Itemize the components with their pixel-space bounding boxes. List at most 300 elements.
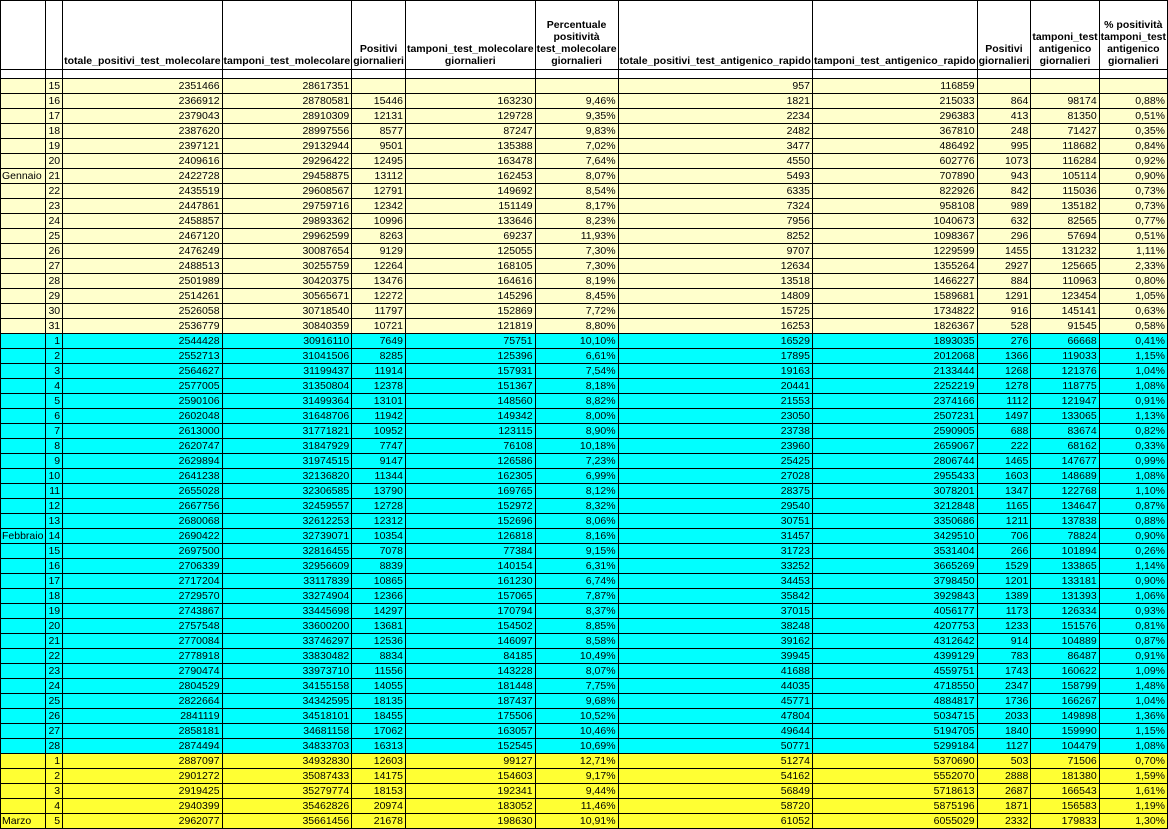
value-cell[interactable]: 2536779 [63, 319, 222, 334]
value-cell[interactable]: 2252219 [812, 379, 977, 394]
day-cell[interactable]: 5 [46, 814, 63, 829]
value-cell[interactable]: 28617351 [222, 79, 352, 94]
value-cell[interactable]: 10,49% [535, 649, 618, 664]
value-cell[interactable]: 7,23% [535, 454, 618, 469]
day-cell[interactable]: 9 [46, 454, 63, 469]
table-cell[interactable] [222, 70, 352, 79]
value-cell[interactable]: 143228 [405, 664, 535, 679]
value-cell[interactable]: 3212848 [812, 499, 977, 514]
value-cell[interactable]: 3531404 [812, 544, 977, 559]
value-cell[interactable]: 486492 [812, 139, 977, 154]
value-cell[interactable]: 5552070 [812, 769, 977, 784]
value-cell[interactable]: 0,35% [1099, 124, 1167, 139]
value-cell[interactable]: 116859 [812, 79, 977, 94]
value-cell[interactable]: 157931 [405, 364, 535, 379]
value-cell[interactable]: 28910309 [222, 109, 352, 124]
value-cell[interactable]: 162305 [405, 469, 535, 484]
value-cell[interactable]: 0,87% [1099, 499, 1167, 514]
value-cell[interactable]: 1529 [977, 559, 1031, 574]
value-cell[interactable]: 8834 [352, 649, 406, 664]
header-cell-percentuale-positivita-antigenico[interactable]: % positività tamponi_test antigenico giornalieri [1099, 1, 1167, 70]
value-cell[interactable]: 8,12% [535, 484, 618, 499]
day-cell[interactable]: 17 [46, 574, 63, 589]
value-cell[interactable]: 30840359 [222, 319, 352, 334]
value-cell[interactable]: 2507231 [812, 409, 977, 424]
day-cell[interactable]: 21 [46, 634, 63, 649]
value-cell[interactable]: 1,13% [1099, 409, 1167, 424]
value-cell[interactable]: 3665269 [812, 559, 977, 574]
day-cell[interactable]: 26 [46, 244, 63, 259]
value-cell[interactable]: 0,33% [1099, 439, 1167, 454]
value-cell[interactable]: 248 [977, 124, 1031, 139]
value-cell[interactable]: 1840 [977, 724, 1031, 739]
value-cell[interactable]: 15725 [618, 304, 812, 319]
day-cell[interactable]: 23 [46, 664, 63, 679]
value-cell[interactable]: 0,93% [1099, 604, 1167, 619]
value-cell[interactable]: 33252 [618, 559, 812, 574]
value-cell[interactable]: 35842 [618, 589, 812, 604]
value-cell[interactable]: 31041506 [222, 349, 352, 364]
value-cell[interactable]: 2667756 [63, 499, 222, 514]
value-cell[interactable]: 29540 [618, 499, 812, 514]
value-cell[interactable]: 222 [977, 439, 1031, 454]
value-cell[interactable]: 28997556 [222, 124, 352, 139]
value-cell[interactable]: 29132944 [222, 139, 352, 154]
value-cell[interactable]: 41688 [618, 664, 812, 679]
value-cell[interactable]: 179833 [1031, 814, 1099, 829]
value-cell[interactable]: 156583 [1031, 799, 1099, 814]
value-cell[interactable]: 1165 [977, 499, 1031, 514]
value-cell[interactable]: 1073 [977, 154, 1031, 169]
value-cell[interactable]: 3929843 [812, 589, 977, 604]
value-cell[interactable]: 30751 [618, 514, 812, 529]
value-cell[interactable]: 23738 [618, 424, 812, 439]
value-cell[interactable]: 215033 [812, 94, 977, 109]
value-cell[interactable]: 0,99% [1099, 454, 1167, 469]
value-cell[interactable]: 8,23% [535, 214, 618, 229]
month-cell[interactable]: Gennaio [1, 169, 46, 184]
value-cell[interactable]: 0,51% [1099, 229, 1167, 244]
month-cell[interactable] [1, 724, 46, 739]
month-cell[interactable] [1, 784, 46, 799]
value-cell[interactable]: 33600200 [222, 619, 352, 634]
value-cell[interactable]: 11914 [352, 364, 406, 379]
value-cell[interactable]: 2659067 [812, 439, 977, 454]
value-cell[interactable]: 2940399 [63, 799, 222, 814]
value-cell[interactable]: 1,61% [1099, 784, 1167, 799]
value-cell[interactable]: 2778918 [63, 649, 222, 664]
value-cell[interactable]: 133646 [405, 214, 535, 229]
value-cell[interactable]: 8,16% [535, 529, 618, 544]
value-cell[interactable]: 151367 [405, 379, 535, 394]
value-cell[interactable]: 25425 [618, 454, 812, 469]
value-cell[interactable]: 169765 [405, 484, 535, 499]
value-cell[interactable]: 12366 [352, 589, 406, 604]
month-cell[interactable] [1, 184, 46, 199]
value-cell[interactable]: 0,92% [1099, 154, 1167, 169]
day-cell[interactable]: 31 [46, 319, 63, 334]
value-cell[interactable]: 0,90% [1099, 169, 1167, 184]
value-cell[interactable]: 118775 [1031, 379, 1099, 394]
value-cell[interactable]: 98174 [1031, 94, 1099, 109]
month-cell[interactable] [1, 469, 46, 484]
value-cell[interactable]: 2012068 [812, 349, 977, 364]
value-cell[interactable]: 16529 [618, 334, 812, 349]
value-cell[interactable]: 2379043 [63, 109, 222, 124]
value-cell[interactable]: 21553 [618, 394, 812, 409]
value-cell[interactable]: 99127 [405, 754, 535, 769]
day-cell[interactable]: 1 [46, 334, 63, 349]
value-cell[interactable]: 0,80% [1099, 274, 1167, 289]
value-cell[interactable]: 8,18% [535, 379, 618, 394]
value-cell[interactable]: 12264 [352, 259, 406, 274]
value-cell[interactable]: 2387620 [63, 124, 222, 139]
value-cell[interactable]: 0,88% [1099, 514, 1167, 529]
value-cell[interactable]: 10996 [352, 214, 406, 229]
value-cell[interactable]: 34518101 [222, 709, 352, 724]
month-cell[interactable] [1, 514, 46, 529]
value-cell[interactable]: 0,84% [1099, 139, 1167, 154]
month-cell[interactable] [1, 229, 46, 244]
value-cell[interactable]: 2887097 [63, 754, 222, 769]
value-cell[interactable]: 8,45% [535, 289, 618, 304]
value-cell[interactable]: 34932830 [222, 754, 352, 769]
value-cell[interactable]: 39162 [618, 634, 812, 649]
value-cell[interactable]: 18153 [352, 784, 406, 799]
value-cell[interactable]: 50771 [618, 739, 812, 754]
month-cell[interactable]: Marzo [1, 814, 46, 829]
value-cell[interactable]: 7,64% [535, 154, 618, 169]
value-cell[interactable]: 12634 [618, 259, 812, 274]
value-cell[interactable]: 1465 [977, 454, 1031, 469]
value-cell[interactable]: 0,26% [1099, 544, 1167, 559]
header-cell-tamponi-antigenico[interactable]: tamponi_test_antigenico_rapido [812, 1, 977, 70]
header-cell-percentuale-positivita-molecolare[interactable]: Percentuale positività test_molecolare giornalieri [535, 1, 618, 70]
value-cell[interactable]: 2552713 [63, 349, 222, 364]
month-cell[interactable] [1, 499, 46, 514]
value-cell[interactable]: 1,15% [1099, 724, 1167, 739]
value-cell[interactable]: 104479 [1031, 739, 1099, 754]
value-cell[interactable]: 1736 [977, 694, 1031, 709]
value-cell[interactable]: 14175 [352, 769, 406, 784]
value-cell[interactable]: 2590905 [812, 424, 977, 439]
value-cell[interactable]: 9,35% [535, 109, 618, 124]
value-cell[interactable]: 266 [977, 544, 1031, 559]
value-cell[interactable]: 12312 [352, 514, 406, 529]
value-cell[interactable]: 7,02% [535, 139, 618, 154]
value-cell[interactable]: 943 [977, 169, 1031, 184]
value-cell[interactable]: 367810 [812, 124, 977, 139]
value-cell[interactable]: 35279774 [222, 784, 352, 799]
header-cell-positivi-giornalieri-antigenico[interactable]: Positivi giornalieri [977, 1, 1031, 70]
table-cell[interactable] [812, 70, 977, 79]
value-cell[interactable]: 8,85% [535, 619, 618, 634]
value-cell[interactable]: 7,54% [535, 364, 618, 379]
value-cell[interactable]: 8,17% [535, 199, 618, 214]
value-cell[interactable]: 12,71% [535, 754, 618, 769]
value-cell[interactable]: 23960 [618, 439, 812, 454]
value-cell[interactable]: 1233 [977, 619, 1031, 634]
value-cell[interactable]: 175506 [405, 709, 535, 724]
value-cell[interactable]: 145296 [405, 289, 535, 304]
value-cell[interactable]: 12728 [352, 499, 406, 514]
value-cell[interactable]: 1,09% [1099, 664, 1167, 679]
value-cell[interactable]: 916 [977, 304, 1031, 319]
value-cell[interactable]: 822926 [812, 184, 977, 199]
value-cell[interactable]: 19163 [618, 364, 812, 379]
value-cell[interactable]: 76108 [405, 439, 535, 454]
value-cell[interactable]: 602776 [812, 154, 977, 169]
value-cell[interactable]: 35661456 [222, 814, 352, 829]
value-cell[interactable]: 151149 [405, 199, 535, 214]
value-cell[interactable]: 2133444 [812, 364, 977, 379]
day-cell[interactable]: 20 [46, 619, 63, 634]
value-cell[interactable]: 2332 [977, 814, 1031, 829]
value-cell[interactable]: 3078201 [812, 484, 977, 499]
value-cell[interactable]: 6,31% [535, 559, 618, 574]
value-cell[interactable]: 68162 [1031, 439, 1099, 454]
value-cell[interactable]: 37015 [618, 604, 812, 619]
value-cell[interactable]: 9129 [352, 244, 406, 259]
value-cell[interactable]: 29759716 [222, 199, 352, 214]
value-cell[interactable]: 1743 [977, 664, 1031, 679]
value-cell[interactable]: 7078 [352, 544, 406, 559]
value-cell[interactable]: 2717204 [63, 574, 222, 589]
value-cell[interactable]: 31199437 [222, 364, 352, 379]
value-cell[interactable]: 2729570 [63, 589, 222, 604]
value-cell[interactable]: 29893362 [222, 214, 352, 229]
value-cell[interactable]: 2422728 [63, 169, 222, 184]
value-cell[interactable]: 1278 [977, 379, 1031, 394]
value-cell[interactable]: 6,61% [535, 349, 618, 364]
day-cell[interactable]: 10 [46, 469, 63, 484]
value-cell[interactable]: 133865 [1031, 559, 1099, 574]
value-cell[interactable]: 707890 [812, 169, 977, 184]
value-cell[interactable]: 17895 [618, 349, 812, 364]
value-cell[interactable]: 14297 [352, 604, 406, 619]
value-cell[interactable]: 2458857 [63, 214, 222, 229]
value-cell[interactable]: 131393 [1031, 589, 1099, 604]
value-cell[interactable]: 31350804 [222, 379, 352, 394]
value-cell[interactable] [535, 79, 618, 94]
value-cell[interactable]: 2447861 [63, 199, 222, 214]
day-cell[interactable]: 19 [46, 139, 63, 154]
day-cell[interactable]: 4 [46, 379, 63, 394]
month-cell[interactable] [1, 424, 46, 439]
value-cell[interactable]: 30718540 [222, 304, 352, 319]
value-cell[interactable]: 2544428 [63, 334, 222, 349]
day-cell[interactable]: 2 [46, 769, 63, 784]
day-cell[interactable]: 26 [46, 709, 63, 724]
day-cell[interactable]: 8 [46, 439, 63, 454]
value-cell[interactable]: 30255759 [222, 259, 352, 274]
month-cell[interactable] [1, 664, 46, 679]
value-cell[interactable]: 9,46% [535, 94, 618, 109]
value-cell[interactable]: 57694 [1031, 229, 1099, 244]
value-cell[interactable]: 8,90% [535, 424, 618, 439]
value-cell[interactable]: 152545 [405, 739, 535, 754]
value-cell[interactable] [1099, 79, 1167, 94]
value-cell[interactable]: 2526058 [63, 304, 222, 319]
value-cell[interactable]: 1,11% [1099, 244, 1167, 259]
value-cell[interactable]: 119033 [1031, 349, 1099, 364]
day-cell[interactable]: 7 [46, 424, 63, 439]
month-cell[interactable] [1, 589, 46, 604]
value-cell[interactable]: 1098367 [812, 229, 977, 244]
day-cell[interactable]: 17 [46, 109, 63, 124]
value-cell[interactable]: 2790474 [63, 664, 222, 679]
value-cell[interactable]: 1821 [618, 94, 812, 109]
value-cell[interactable]: 23050 [618, 409, 812, 424]
value-cell[interactable]: 28375 [618, 484, 812, 499]
value-cell[interactable]: 2347 [977, 679, 1031, 694]
value-cell[interactable]: 31974515 [222, 454, 352, 469]
value-cell[interactable]: 5194705 [812, 724, 977, 739]
value-cell[interactable]: 6,99% [535, 469, 618, 484]
value-cell[interactable]: 1,36% [1099, 709, 1167, 724]
value-cell[interactable]: 18135 [352, 694, 406, 709]
value-cell[interactable]: 123454 [1031, 289, 1099, 304]
value-cell[interactable]: 8,19% [535, 274, 618, 289]
value-cell[interactable]: 12378 [352, 379, 406, 394]
value-cell[interactable]: 1,06% [1099, 589, 1167, 604]
value-cell[interactable]: 12342 [352, 199, 406, 214]
value-cell[interactable]: 9,68% [535, 694, 618, 709]
month-cell[interactable] [1, 619, 46, 634]
month-cell[interactable] [1, 574, 46, 589]
value-cell[interactable]: 2697500 [63, 544, 222, 559]
day-cell[interactable]: 22 [46, 649, 63, 664]
value-cell[interactable] [405, 79, 535, 94]
day-cell[interactable]: 15 [46, 544, 63, 559]
value-cell[interactable]: 162453 [405, 169, 535, 184]
value-cell[interactable]: 166267 [1031, 694, 1099, 709]
value-cell[interactable]: 0,77% [1099, 214, 1167, 229]
value-cell[interactable]: 12603 [352, 754, 406, 769]
value-cell[interactable]: 77384 [405, 544, 535, 559]
value-cell[interactable]: 2514261 [63, 289, 222, 304]
value-cell[interactable]: 2743867 [63, 604, 222, 619]
day-cell[interactable]: 14 [46, 529, 63, 544]
month-cell[interactable] [1, 739, 46, 754]
value-cell[interactable]: 11,93% [535, 229, 618, 244]
value-cell[interactable]: 154502 [405, 619, 535, 634]
month-cell[interactable] [1, 544, 46, 559]
day-cell[interactable]: 19 [46, 604, 63, 619]
value-cell[interactable]: 31648706 [222, 409, 352, 424]
day-cell[interactable]: 16 [46, 94, 63, 109]
month-cell[interactable] [1, 439, 46, 454]
value-cell[interactable]: 181380 [1031, 769, 1099, 784]
table-cell[interactable] [1, 70, 46, 79]
value-cell[interactable]: 15446 [352, 94, 406, 109]
value-cell[interactable]: 0,88% [1099, 94, 1167, 109]
header-cell-tamponi-molecolare[interactable]: tamponi_test_molecolare [222, 1, 352, 70]
value-cell[interactable]: 914 [977, 634, 1031, 649]
month-cell[interactable] [1, 214, 46, 229]
value-cell[interactable]: 31457 [618, 529, 812, 544]
value-cell[interactable]: 2501989 [63, 274, 222, 289]
value-cell[interactable]: 10865 [352, 574, 406, 589]
value-cell[interactable] [1031, 79, 1099, 94]
day-cell[interactable]: 4 [46, 799, 63, 814]
day-cell[interactable]: 16 [46, 559, 63, 574]
value-cell[interactable]: 78824 [1031, 529, 1099, 544]
value-cell[interactable]: 1229599 [812, 244, 977, 259]
value-cell[interactable]: 30565671 [222, 289, 352, 304]
value-cell[interactable]: 2901272 [63, 769, 222, 784]
value-cell[interactable]: 1,08% [1099, 739, 1167, 754]
value-cell[interactable]: 121376 [1031, 364, 1099, 379]
day-cell[interactable]: 30 [46, 304, 63, 319]
value-cell[interactable]: 159990 [1031, 724, 1099, 739]
value-cell[interactable]: 121947 [1031, 394, 1099, 409]
value-cell[interactable]: 1,14% [1099, 559, 1167, 574]
value-cell[interactable]: 3350686 [812, 514, 977, 529]
day-cell[interactable]: 29 [46, 289, 63, 304]
value-cell[interactable]: 12272 [352, 289, 406, 304]
month-cell[interactable] [1, 94, 46, 109]
value-cell[interactable]: 0,87% [1099, 634, 1167, 649]
value-cell[interactable]: 1112 [977, 394, 1031, 409]
value-cell[interactable]: 2488513 [63, 259, 222, 274]
month-cell[interactable] [1, 694, 46, 709]
value-cell[interactable]: 8,07% [535, 169, 618, 184]
value-cell[interactable]: 163230 [405, 94, 535, 109]
value-cell[interactable]: 146097 [405, 634, 535, 649]
value-cell[interactable]: 0,81% [1099, 619, 1167, 634]
value-cell[interactable]: 2919425 [63, 784, 222, 799]
value-cell[interactable]: 3798450 [812, 574, 977, 589]
value-cell[interactable]: 11344 [352, 469, 406, 484]
value-cell[interactable]: 145141 [1031, 304, 1099, 319]
value-cell[interactable]: 147677 [1031, 454, 1099, 469]
value-cell[interactable]: 8839 [352, 559, 406, 574]
value-cell[interactable]: 118682 [1031, 139, 1099, 154]
month-cell[interactable] [1, 679, 46, 694]
value-cell[interactable]: 69237 [405, 229, 535, 244]
value-cell[interactable]: 12495 [352, 154, 406, 169]
value-cell[interactable]: 1497 [977, 409, 1031, 424]
value-cell[interactable]: 31499364 [222, 394, 352, 409]
value-cell[interactable]: 161230 [405, 574, 535, 589]
value-cell[interactable]: 17062 [352, 724, 406, 739]
value-cell[interactable]: 503 [977, 754, 1031, 769]
value-cell[interactable]: 9,44% [535, 784, 618, 799]
value-cell[interactable]: 34453 [618, 574, 812, 589]
day-cell[interactable]: 1 [46, 754, 63, 769]
value-cell[interactable]: 2757548 [63, 619, 222, 634]
value-cell[interactable]: 33117839 [222, 574, 352, 589]
value-cell[interactable]: 8285 [352, 349, 406, 364]
value-cell[interactable]: 1,10% [1099, 484, 1167, 499]
day-cell[interactable]: 23 [46, 199, 63, 214]
day-cell[interactable]: 6 [46, 409, 63, 424]
value-cell[interactable]: 198630 [405, 814, 535, 829]
month-cell[interactable] [1, 379, 46, 394]
value-cell[interactable]: 8,54% [535, 184, 618, 199]
value-cell[interactable]: 632 [977, 214, 1031, 229]
value-cell[interactable]: 56849 [618, 784, 812, 799]
value-cell[interactable]: 154603 [405, 769, 535, 784]
value-cell[interactable]: 13790 [352, 484, 406, 499]
value-cell[interactable]: 1,19% [1099, 799, 1167, 814]
value-cell[interactable]: 8,37% [535, 604, 618, 619]
value-cell[interactable]: 87247 [405, 124, 535, 139]
value-cell[interactable]: 163478 [405, 154, 535, 169]
value-cell[interactable]: 7956 [618, 214, 812, 229]
value-cell[interactable]: 81350 [1031, 109, 1099, 124]
